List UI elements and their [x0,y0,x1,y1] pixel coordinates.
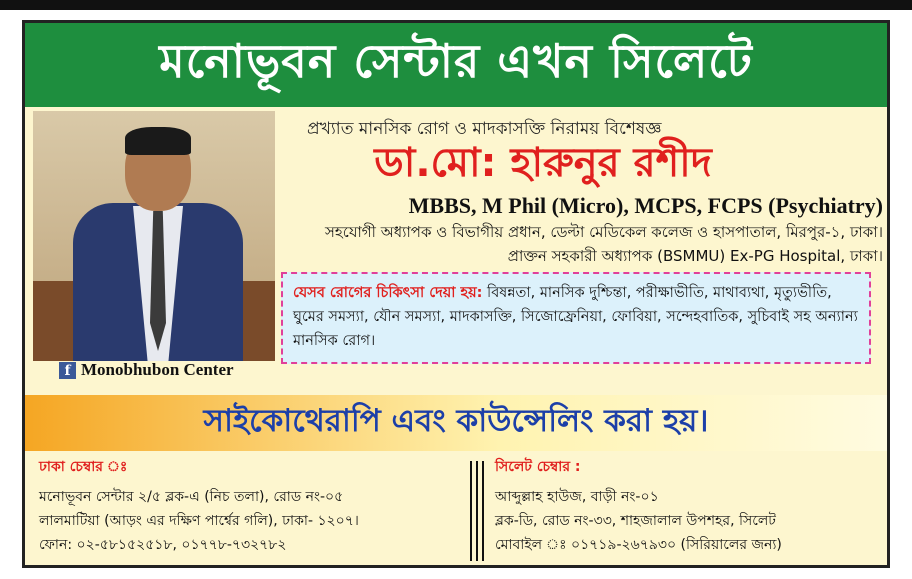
services-ribbon [25,395,887,451]
chamber-divider [470,461,484,561]
services-ribbon-text: সাইকোথেরাপি এবং কাউন্সেলিং করা হয়। [203,403,709,439]
sylhet-mobile: মোবাইল ঃ ০১৭১৯-২৬৭৯৩০ (সিরিয়ালের জন্য) [495,537,782,553]
dhaka-address-line-2: লালমাটিয়া (আড়ং এর দক্ষিণ পার্শ্বের গলি), ঢাকা- ১২০৭। [39,513,359,529]
headline-title: মনোভূবন সেন্টার এখন সিলেটে [159,34,753,88]
facebook-icon: f [59,362,76,379]
ad-panel [22,20,890,568]
sylhet-chamber-title: সিলেট চেম্বার : [495,459,581,475]
doctor-current-position: সহযোগী অধ্যাপক ও বিভাগীয় প্রধান, ডেল্টা মেডিকেল কলেজ ও হাসপাতাল, মিরপুর-১, ঢাকা। [325,223,883,241]
sylhet-chamber [495,455,875,557]
facebook-page-link[interactable] [59,360,234,380]
treated-diseases-list: বিষন্নতা, মানসিক দুশ্চিন্তা, পরীক্ষাভীতি, মাথাব্যথা, মৃত্যুভীতি, ঘুমের সমস্যা, যৌন সমস্যা, মাদকাসক্তি, সিজোফ্রেনিয়া, ফোবিয়া, সন্দেহবাতিক, সুচিবাই সহ অন্যান্য মানসিক রোগ। [293,285,858,349]
facebook-page-name: Monobhubon Center [81,360,234,379]
treated-diseases-box [281,272,871,364]
dhaka-phone: ফোন: ০২-৫৮১৫২৫১৮, ০১৭৭৮-৭৩২৭৮২ [39,537,287,553]
dhaka-address-line-1: মনোভূবন সেন্টার ২/৫ ব্লক-এ (নিচ তলা), রোড নং-০৫ [39,489,344,505]
doctor-name: ডা.মো: হারুনুর রশীদ [374,140,712,186]
dhaka-chamber-title: ঢাকা চেম্বার ঃ [39,459,128,475]
treated-diseases-label: যেসব রোগের চিকিৎসা দেয়া হয়: [293,285,483,301]
doctor-former-position: প্রাক্তন সহকারী অধ্যাপক (BSMMU) Ex-PG Hospital, ঢাকা। [507,247,883,265]
headline-banner [25,23,887,107]
sylhet-address-line-2: ব্লক-ডি, রোড নং-৩৩, শাহজালাল উপশহর, সিলেট [495,513,776,529]
photo-hair [125,127,191,155]
doctor-specialty: প্রখ্যাত মানসিক রোগ ও মাদকাসক্তি নিরাময় বিশেষজ্ঞ [307,119,662,139]
doctor-degrees: MBBS, M Phil (Micro), MCPS, FCPS (Psychiatry) [408,193,883,218]
sylhet-address-line-1: আব্দুল্লাহ হাউজ, বাড়ী নং-০১ [495,489,659,505]
dhaka-chamber [39,455,459,557]
top-border-bar [0,0,912,10]
